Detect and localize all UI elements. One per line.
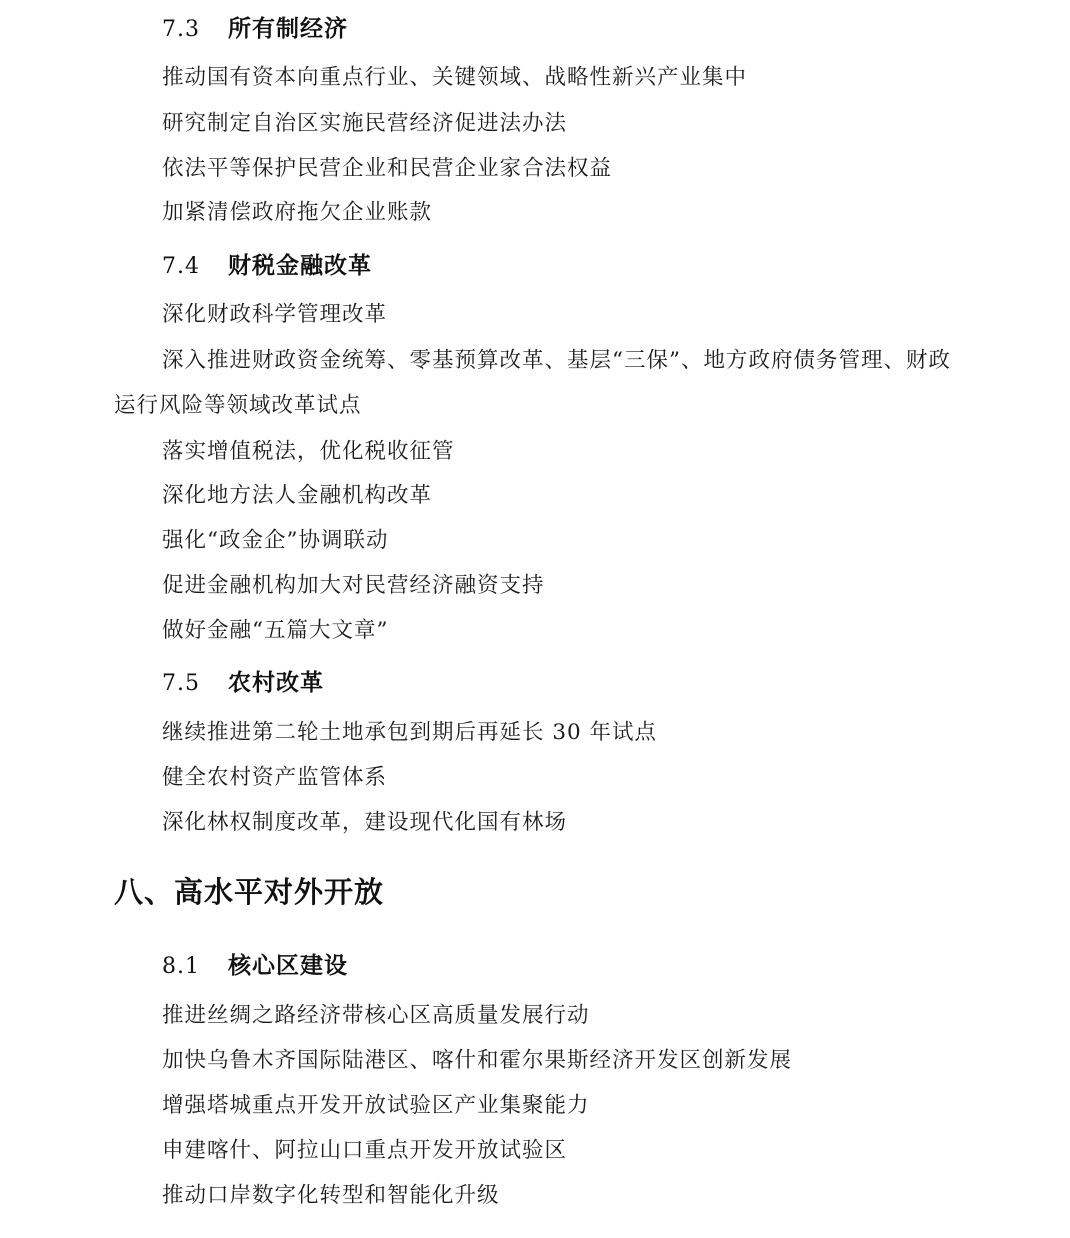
section-title: 核心区建设: [228, 953, 348, 979]
list-item: 推动口岸数字化转型和智能化升级: [162, 1183, 500, 1208]
list-item: 增强塔城重点开发开放试验区产业集聚能力: [162, 1093, 590, 1118]
list-item: 推进丝绸之路经济带核心区高质量发展行动: [162, 1003, 590, 1028]
section-title: 所有制经济: [228, 16, 348, 42]
section-number: 8.1: [162, 954, 200, 979]
section-heading-8-1: [162, 951, 348, 982]
list-item: 深化林权制度改革，建设现代化国有林场: [162, 810, 568, 835]
list-item: 继续推进第二轮土地承包到期后再延长 30 年试点: [162, 720, 658, 745]
list-item-continuation: 运行风险等领域改革试点: [114, 393, 362, 418]
section-heading-7-3: [162, 14, 348, 45]
list-item: 研究制定自治区实施民营经济促进法办法: [162, 111, 568, 136]
list-item: 加快乌鲁木齐国际陆港区、喀什和霍尔果斯经济开发区创新发展: [162, 1048, 793, 1073]
section-heading-7-4: [162, 251, 372, 282]
list-item: 依法平等保护民营企业和民营企业家合法权益: [162, 156, 613, 181]
list-item: 推动国有资本向重点行业、关键领域、战略性新兴产业集中: [162, 65, 748, 90]
list-item: 加紧清偿政府拖欠企业账款: [162, 200, 433, 225]
section-number: 7.5: [162, 671, 200, 696]
list-item: 深化财政科学管理改革: [162, 302, 388, 327]
chapter-heading: 八、高水平对外开放: [114, 875, 385, 909]
section-title: 财税金融改革: [228, 253, 372, 279]
list-item: 促进金融机构加大对民营经济融资支持: [162, 573, 545, 598]
list-item: 健全农村资产监管体系: [162, 765, 388, 790]
section-number: 7.3: [162, 17, 200, 42]
list-item: 申建喀什、阿拉山口重点开发开放试验区: [162, 1138, 568, 1163]
section-title: 农村改革: [228, 670, 324, 696]
section-number: 7.4: [162, 254, 200, 279]
list-item: 深入推进财政资金统筹、零基预算改革、基层“三保”、地方政府债务管理、财政: [162, 348, 951, 373]
list-item: 落实增值税法，优化税收征管: [162, 439, 455, 464]
list-item: 做好金融“五篇大文章”: [162, 618, 389, 643]
list-item: 强化“政金企”协调联动: [162, 528, 389, 553]
section-heading-7-5: [162, 668, 324, 699]
list-item: 深化地方法人金融机构改革: [162, 483, 433, 508]
